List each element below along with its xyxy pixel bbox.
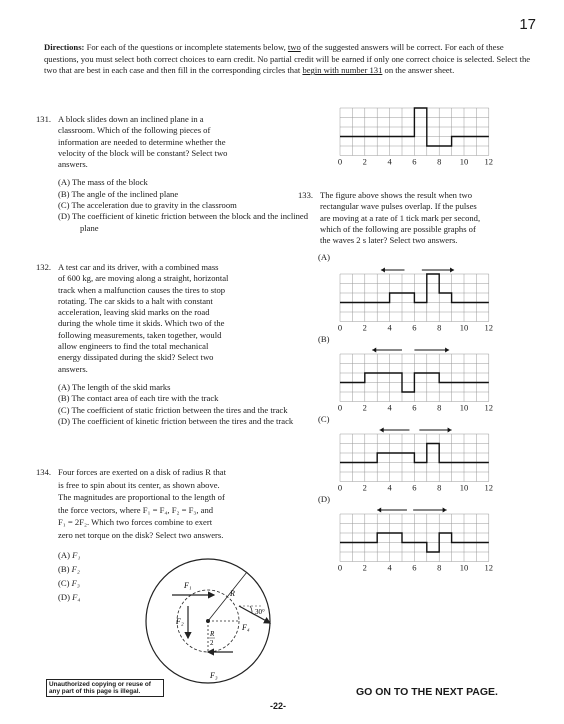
- wave-pulse: [340, 373, 489, 392]
- question-stem-line: The figure above shows the result when two: [320, 190, 473, 200]
- directions: [44, 42, 534, 77]
- question-stem-line: information are needed to determine whether the: [58, 136, 226, 147]
- axis-tick-label: 6: [412, 156, 417, 167]
- right-arrow: [414, 348, 449, 353]
- axis-tick-label: 0: [337, 402, 343, 413]
- axis-tick-label: 0: [337, 322, 343, 333]
- option-label-c: (C): [318, 414, 330, 424]
- question-number: 134.: [36, 467, 52, 477]
- label-f1: F₁: [184, 581, 192, 590]
- axis-tick-label: 4: [387, 322, 392, 333]
- wave-graph-c: [330, 424, 498, 493]
- axis-tick-label: 4: [387, 402, 392, 413]
- choice-c: (C) The acceleration due to gravity in the classroom: [58, 200, 237, 211]
- directions-text-2: of the suggested answers will be correct. For each of these questions, you must select both correct choices to earn credit. No partial credit will be earned if only one correct choice is selected. Select the two that are best in each case and then fill in the corresponding circles that: [44, 42, 531, 76]
- wave-graph-b: [330, 344, 498, 413]
- question-stem-line: answers.: [58, 159, 88, 170]
- choice-d: (D) The coefficient of kinetic friction between the block and the inclined plane: [58, 211, 309, 233]
- left-arrow: [377, 508, 407, 513]
- right-arrow: [422, 268, 454, 273]
- axis-tick-label: 2: [362, 156, 367, 167]
- question-number: 132.: [36, 262, 52, 272]
- axis-tick-label: 10: [459, 322, 469, 333]
- axis-tick-label: 2: [362, 322, 367, 333]
- choice-c: (C) F₃: [58, 577, 80, 588]
- axis-tick-label: 12: [484, 482, 494, 493]
- question-stem-line: F₁ = 2F₂. Which two forces combine to exert: [58, 517, 213, 528]
- axis-tick-label: 10: [459, 156, 469, 167]
- disk-force-diagram: [138, 558, 288, 688]
- axis-tick-label: 10: [459, 482, 469, 493]
- choice-b: (B) The angle of the inclined plane: [58, 188, 179, 199]
- choice-a: (A) F₁: [58, 549, 81, 560]
- question-number: 131.: [36, 114, 52, 124]
- wave-graph-a: [330, 264, 498, 333]
- wave-graph-d: [330, 504, 498, 573]
- directions-begin: begin with number 131: [302, 65, 383, 76]
- question-stem-line: velocity of the block will be constant? Select two: [58, 147, 228, 158]
- wave-graph-main: [330, 106, 498, 178]
- choice-b: (B) The contact area of each tire with the track: [58, 393, 219, 404]
- question-stem-line: the force vectors, where F₁ = F₄, F₂ = F₃, and: [58, 504, 214, 515]
- option-label-a: (A): [318, 252, 330, 262]
- label-r-half-num: R: [210, 630, 215, 638]
- label-r-half-den: 2: [210, 639, 214, 647]
- axis-tick-label: 2: [362, 402, 367, 413]
- radius-line: [208, 572, 247, 621]
- left-arrow: [380, 428, 410, 433]
- question-stem-line: following measurements, taken together, would: [58, 329, 222, 340]
- question-stem-line: answers.: [58, 363, 88, 374]
- label-r: R: [230, 589, 235, 598]
- axis-tick-label: 0: [337, 156, 343, 167]
- question-stem-line: energy dissipated during the skid? Select two: [58, 352, 214, 363]
- axis-tick-label: 12: [484, 322, 494, 333]
- axis-tick-label: 0: [337, 482, 343, 493]
- label-f4: F₄: [242, 623, 250, 632]
- question-stem-line: is free to spin about its center, as shown above.: [58, 479, 220, 490]
- question-number: 133.: [298, 190, 314, 200]
- directions-text-3: on the answer sheet.: [382, 65, 455, 76]
- directions-lead: Directions:: [44, 42, 85, 52]
- axis-tick-label: 0: [337, 562, 343, 573]
- axis-tick-label: 10: [459, 402, 469, 413]
- choice-a: (A) The length of the skid marks: [58, 381, 171, 392]
- question-stem-line: track when a malfunction causes the tires to stop: [58, 284, 226, 295]
- left-arrow: [381, 268, 405, 273]
- option-label-b: (B): [318, 334, 330, 344]
- axis-tick-label: 12: [484, 562, 494, 573]
- axis-tick-label: 8: [437, 322, 442, 333]
- right-arrow: [419, 428, 451, 433]
- question-stem-line: during the whole time it skids. Which two of the: [58, 318, 225, 329]
- axis-tick-label: 6: [412, 562, 417, 573]
- page-number: 17: [519, 16, 536, 33]
- question-stem-line: A block slides down an inclined plane in a: [58, 114, 204, 124]
- label-f3: F₃: [210, 671, 218, 680]
- question-stem-line: which of the following are possible graphs of: [320, 223, 476, 234]
- go-on-notice: GO ON TO THE NEXT PAGE.: [356, 686, 498, 698]
- choice-b: (B) F₂: [58, 563, 80, 574]
- question-stem-line: Four forces are exerted on a disk of radius R that: [58, 467, 227, 477]
- axis-tick-label: 4: [387, 156, 392, 167]
- question-stem-line: are moving at a rate of 1 tick mark per second,: [320, 212, 481, 223]
- choice-c: (C) The coefficient of static friction between the tires and the track: [58, 404, 288, 415]
- question-stem-line: rectangular wave pulses overlap. If the pulses: [320, 201, 477, 212]
- question-stem-line: the waves 2 s later? Select two answers.: [320, 235, 458, 246]
- question-stem-line: A test car and its driver, with a combined mass: [58, 262, 219, 272]
- axis-tick-label: 8: [437, 562, 442, 573]
- question-stem-line: of 600 kg, are moving along a straight, horizontal: [58, 273, 229, 284]
- question-stem-line: rotating. The car skids to a halt with constant: [58, 295, 213, 306]
- label-f2: F₂: [176, 617, 184, 626]
- axis-tick-label: 2: [362, 482, 367, 493]
- directions-text-1: For each of the questions or incomplete statements below,: [84, 42, 288, 52]
- left-arrow: [372, 348, 402, 353]
- choice-a: (A) The mass of the block: [58, 177, 148, 188]
- axis-tick-label: 4: [387, 482, 392, 493]
- option-label-d: (D): [318, 494, 330, 504]
- right-arrow: [413, 508, 446, 513]
- directions-two: two: [287, 42, 301, 52]
- axis-tick-label: 6: [412, 322, 417, 333]
- question-stem-line: The magnitudes are proportional to the length of: [58, 492, 225, 503]
- copyright-notice: Unauthorized copying or reuse of any part of this page is illegal.: [46, 679, 164, 697]
- page-footer-number: -22-: [270, 701, 287, 711]
- axis-tick-label: 10: [459, 562, 469, 573]
- choice-d: (D) The coefficient of kinetic friction between the tires and the track: [58, 415, 294, 426]
- choice-d: (D) F₄: [58, 591, 81, 602]
- question-stem-line: classroom. Which of the following pieces of: [58, 125, 211, 136]
- axis-tick-label: 8: [437, 402, 442, 413]
- axis-tick-label: 4: [387, 562, 392, 573]
- axis-tick-label: 6: [412, 482, 417, 493]
- axis-tick-label: 6: [412, 402, 417, 413]
- question-stem-line: acceleration, leaving skid marks on the road: [58, 307, 210, 318]
- question-stem-line: zero net torque on the disk? Select two answers.: [58, 529, 224, 540]
- axis-tick-label: 8: [437, 156, 442, 167]
- axis-tick-label: 12: [484, 402, 494, 413]
- axis-tick-label: 12: [484, 156, 494, 167]
- axis-tick-label: 2: [362, 562, 367, 573]
- axis-tick-label: 8: [437, 482, 442, 493]
- label-angle: 30°: [255, 608, 265, 616]
- question-stem-line: allow engineers to find the total mechanical: [58, 341, 209, 352]
